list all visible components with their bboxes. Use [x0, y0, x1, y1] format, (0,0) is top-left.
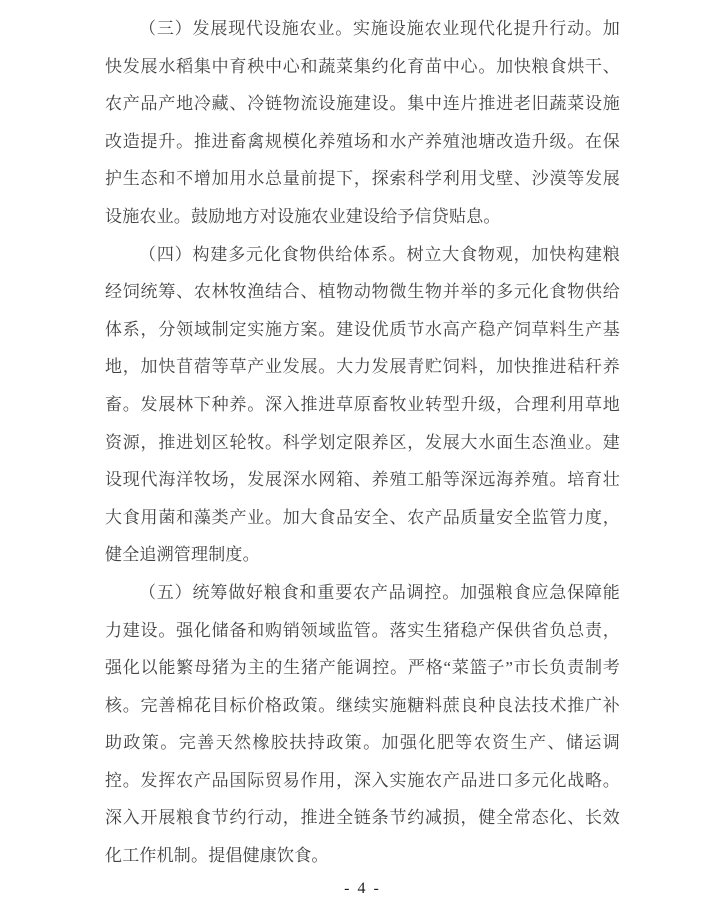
- paragraph-section-4: （四）构建多元化食物供给体系。树立大食物观，加快构建粮经饲统筹、农林牧渔结合、植物动物微生物并举的多元化食物供给体系，分领域制定实施方案。建设优质节水高产稳产饲草料生产基地，加快苜蓿等草产业发展。大力发展青贮饲料，加快推进秸秆养畜。发展林下种养。深入推进草原畜牧业转型升级，合理利用草地资源，推进划区轮牧。科学划定限养区，发展大水面生态渔业。建设现代海洋牧场，发展深水网箱、养殖工船等深远海养殖。培育壮大食用菌和藻类产业。加大食品安全、农产品质量安全监管力度，健全追溯管理制度。: [105, 244, 620, 565]
- paragraph-section-5: （五）统筹做好粮食和重要农产品调控。加强粮食应急保障能力建设。强化储备和购销领域监管。落实生猪稳产保供省负总责，强化以能繁母猪为主的生猪产能调控。严格“菜篮子”市长负责制考核。完善棉花目标价格政策。继续实施糖料蔗良种良法技术推广补助政策。完善天然橡胶扶持政策。加强化肥等农资生产、储运调控。发挥农产品国际贸易作用，深入实施农产品进口多元化战略。深入开展粮食节约行动，推进全链条节约减损，健全常态化、长效化工作机制。提倡健康饮食。: [105, 582, 620, 866]
- page-number: - 4 -: [344, 880, 381, 897]
- document-body: [105, 10, 620, 875]
- paragraph-section-3: （三）发展现代设施农业。实施设施农业现代化提升行动。加快发展水稻集中育秧中心和蔬菜集约化育苗中心。加快粮食烘干、农产品产地冷藏、冷链物流设施建设。集中连片推进老旧蔬菜设施改造提升。推进畜禽规模化养殖场和水产养殖池塘改造升级。在保护生态和不增加用水总量前提下，探索科学利用戈壁、沙漠等发展设施农业。鼓励地方对设施农业建设给予信贷贴息。: [105, 19, 620, 226]
